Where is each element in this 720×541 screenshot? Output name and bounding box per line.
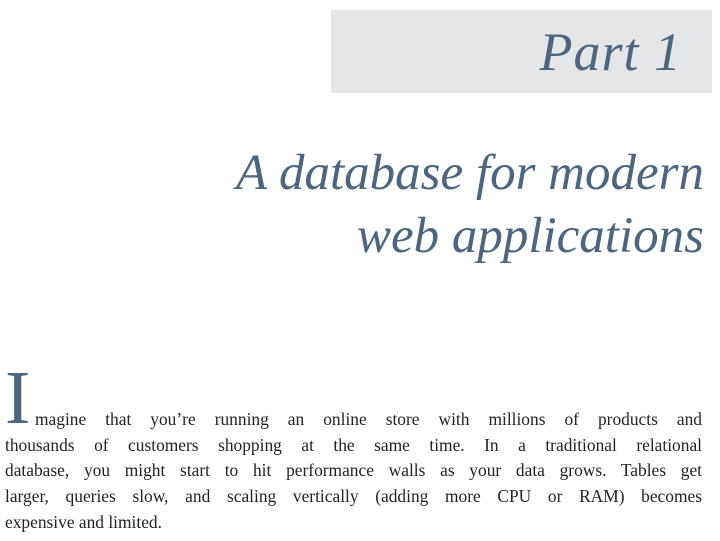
chapter-title-line-1: A database for modern	[236, 145, 704, 201]
part-banner	[331, 10, 712, 93]
paragraph-line: thousands of customers shopping at the same time. In a traditional relational	[5, 434, 702, 455]
paragraph-line: expensive and limited.	[5, 511, 162, 532]
paragraph-line: larger, queries slow, and scaling vertically (adding more CPU or RAM) becomes	[5, 486, 702, 507]
chapter-title-line-2: web applications	[356, 208, 704, 264]
paragraph-line: magine that you’re running an online store with millions of products and	[35, 409, 702, 429]
chapter-title	[144, 142, 704, 268]
part-label: Part 1	[539, 22, 682, 82]
intro-paragraph	[5, 356, 702, 535]
drop-cap: I	[5, 356, 31, 440]
paragraph-line: database, you might start to hit performance walls as your data grows. Tables get	[5, 460, 702, 481]
